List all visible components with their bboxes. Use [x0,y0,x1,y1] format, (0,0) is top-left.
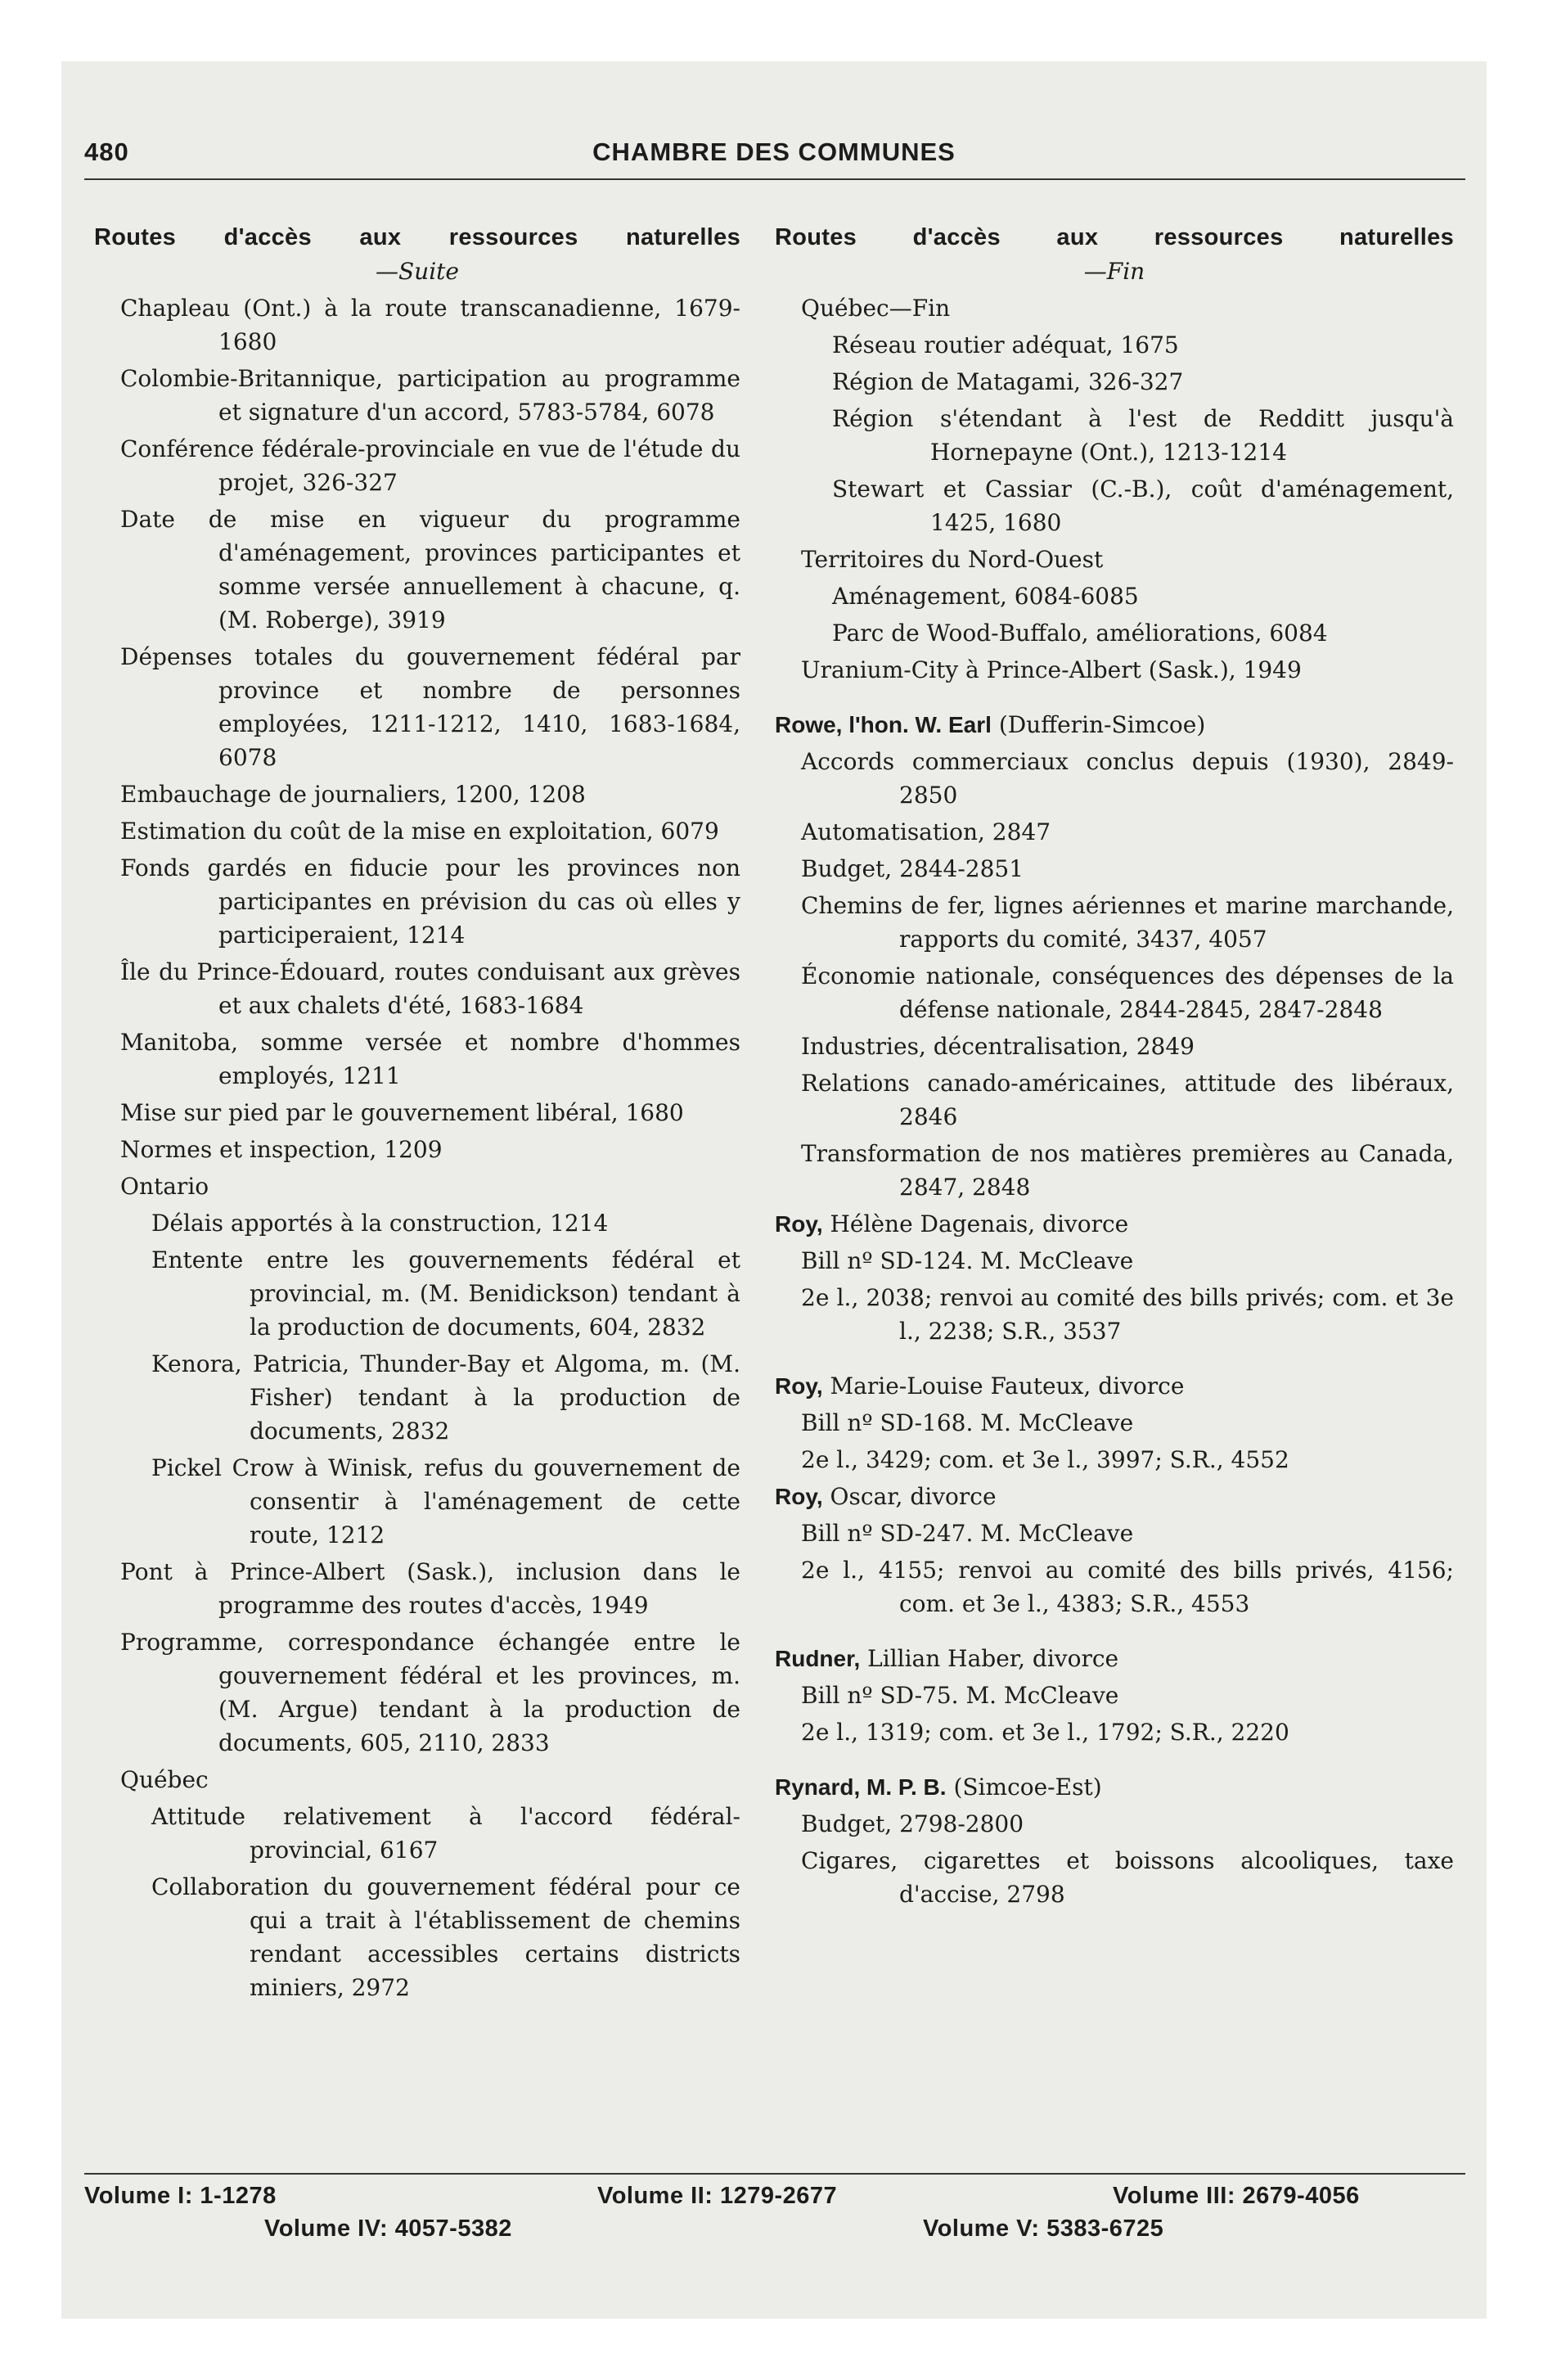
bill-detail: 2e l., 1319; com. et 3e l., 1792; S.R., 2220 [801,1719,1289,1746]
index-subentry: Collaboration du gouvernement fédéral pour ce qui a trait à l'établissement de chemins rendant accessibles certains districts miniers, 2972 [151,1873,740,2001]
index-heading: Routes d'accès aux ressources naturelles [94,224,740,250]
index-entry: Chapleau (Ont.) à la route transcanadienne, 1679-1680 [120,295,740,355]
bill-detail: 2e l., 3429; com. et 3e l., 3997; S.R., 4552 [801,1446,1289,1473]
index-entry: Cigares, cigarettes et boissons alcooliques, taxe d'accise, 2798 [801,1847,1454,1908]
index-entry: Estimation du coût de la mise en exploitation, 6079 [120,818,719,845]
footer-volume-4: Volume IV: 4057-5382 [264,2215,512,2242]
index-subentry: Stewart et Cassiar (C.-B.), coût d'aménagement, 1425, 1680 [832,476,1454,536]
index-entry: Transformation de nos matières premières au Canada, 2847, 2848 [801,1140,1454,1201]
footer-volume-5: Volume V: 5383-6725 [923,2215,1164,2242]
index-subentry: Parc de Wood-Buffalo, améliorations, 6084 [832,620,1328,647]
person-name: Rowe, l'hon. W. Earl [775,712,992,737]
name-entry-roy-helene [775,1207,1454,1241]
index-subentry: Réseau routier adéquat, 1675 [832,331,1179,358]
index-entry: Programme, correspondance échangée entre le gouvernement fédéral et les provinces, m. (M. Argue) tendant à la production de documents, 605, 2110, 2833 [120,1629,740,1756]
index-entry: Colombie-Britannique, participation au programme et signature d'un accord, 5783-5784, 6078 [120,365,740,426]
footer-volume-2: Volume II: 1279-2677 [597,2183,838,2209]
index-entry: Budget, 2844-2851 [801,855,1024,882]
name-entry-rudner [775,1642,1454,1675]
page-number: 480 [84,137,129,166]
index-entry: Relations canado-américaines, attitude des libéraux, 2846 [801,1070,1454,1130]
name-entry-rynard [775,1770,1454,1804]
subheading-quebec: Québec [120,1766,209,1793]
riding: (Simcoe-Est) [953,1774,1102,1801]
bill-detail: 2e l., 4155; renvoi au comité des bills privés, 4156; com. et 3e l., 4383; S.R., 4553 [801,1557,1454,1617]
index-entry: Pont à Prince-Albert (Sask.), inclusion dans le programme des routes d'accès, 1949 [120,1558,740,1619]
index-entry: Uranium-City à Prince-Albert (Sask.), 1949 [801,656,1302,683]
name-rest: Marie-Louise Fauteux, divorce [830,1373,1185,1400]
person-name: Roy, [775,1484,823,1509]
name-rest: Lillian Haber, divorce [867,1645,1119,1672]
index-heading: Routes d'accès aux ressources naturelles [775,224,1454,250]
subheading-ontario: Ontario [120,1173,209,1200]
index-subentry: Délais apportés à la construction, 1214 [151,1210,609,1237]
index-subentry: Région s'étendant à l'est de Redditt jusqu'à Hornepayne (Ont.), 1213-1214 [832,405,1454,466]
index-entry: Industries, décentralisation, 2849 [801,1033,1195,1060]
index-entry: Date de mise en vigueur du programme d'aménagement, provinces participantes et somme versée annuellement à chacune, q. (M. Roberge), 3919 [120,506,740,633]
footer-volume-1: Volume I: 1-1278 [84,2183,277,2209]
footer-rule [84,2173,1465,2175]
index-entry: Accords commerciaux conclus depuis (1930), 2849-2850 [801,748,1454,809]
heading-continuation: —Suite [376,258,459,285]
heading-continuation: —Fin [1083,258,1145,285]
subheading-territoires: Territoires du Nord-Ouest [801,546,1104,573]
bill-detail: 2e l., 2038; renvoi au comité des bills privés; com. et 3e l., 2238; S.R., 3537 [801,1284,1454,1345]
page-sheet [61,61,1487,2319]
person-name: Rynard, M. P. B. [775,1774,947,1800]
index-entry: Manitoba, somme versée et nombre d'hommes employés, 1211 [120,1029,740,1089]
index-entry: Fonds gardés en fiducie pour les provinces non participantes en prévision du cas où elles y participeraient, 1214 [120,854,740,949]
index-entry: Budget, 2798-2800 [801,1810,1024,1837]
running-head: CHAMBRE DES COMMUNES [592,137,956,166]
index-entry: Dépenses totales du gouvernement fédéral par province et nombre de personnes employées, 1211-1212, 1410, 1683-1684, 6078 [120,643,740,771]
name-entry-roy-oscar [775,1480,1454,1513]
person-name: Roy, [775,1211,823,1237]
bill-line: Bill nº SD-247. M. McCleave [801,1520,1134,1547]
riding: (Dufferin-Simcoe) [998,711,1206,738]
index-entry: Île du Prince-Édouard, routes conduisant aux grèves et aux chalets d'été, 1683-1684 [120,958,740,1019]
index-subentry: Entente entre les gouvernements fédéral et provincial, m. (M. Benidickson) tendant à la production de documents, 604, 2832 [151,1246,740,1341]
index-subentry: Attitude relativement à l'accord fédéral-provincial, 6167 [151,1803,740,1864]
name-rest: Oscar, divorce [830,1483,997,1510]
name-rest: Hélène Dagenais, divorce [830,1210,1129,1237]
index-subentry: Région de Matagami, 326-327 [832,368,1184,395]
bill-line: Bill nº SD-75. M. McCleave [801,1682,1119,1709]
name-entry-roy-marie [775,1369,1454,1403]
index-subentry: Kenora, Patricia, Thunder-Bay et Algoma, m. (M. Fisher) tendant à la production de documents, 2832 [151,1350,740,1445]
index-subentry: Aménagement, 6084-6085 [832,583,1139,610]
index-entry: Conférence fédérale-provinciale en vue de l'étude du projet, 326-327 [120,435,740,496]
person-name: Rudner, [775,1646,861,1671]
index-entry: Normes et inspection, 1209 [120,1136,443,1163]
footer-volume-3: Volume III: 2679-4056 [1113,2183,1360,2209]
subheading-quebec-fin: Québec—Fin [801,295,951,322]
index-subentry: Pickel Crow à Winisk, refus du gouvernement de consentir à l'aménagement de cette route, 1212 [151,1454,740,1548]
left-column [94,221,740,2004]
index-entry: Mise sur pied par le gouvernement libéral, 1680 [120,1099,684,1126]
index-entry: Automatisation, 2847 [801,818,1051,845]
index-entry: Embauchage de journaliers, 1200, 1208 [120,781,586,808]
right-column [775,221,1454,1911]
person-name: Roy, [775,1373,823,1399]
name-entry-rowe [775,708,1454,741]
index-entry: Chemins de fer, lignes aériennes et marine marchande, rapports du comité, 3437, 4057 [801,892,1454,953]
header-rule [84,178,1465,180]
index-entry: Économie nationale, conséquences des dépenses de la défense nationale, 2844-2845, 2847-2848 [801,962,1454,1023]
bill-line: Bill nº SD-168. M. McCleave [801,1409,1134,1436]
bill-line: Bill nº SD-124. M. McCleave [801,1247,1134,1274]
